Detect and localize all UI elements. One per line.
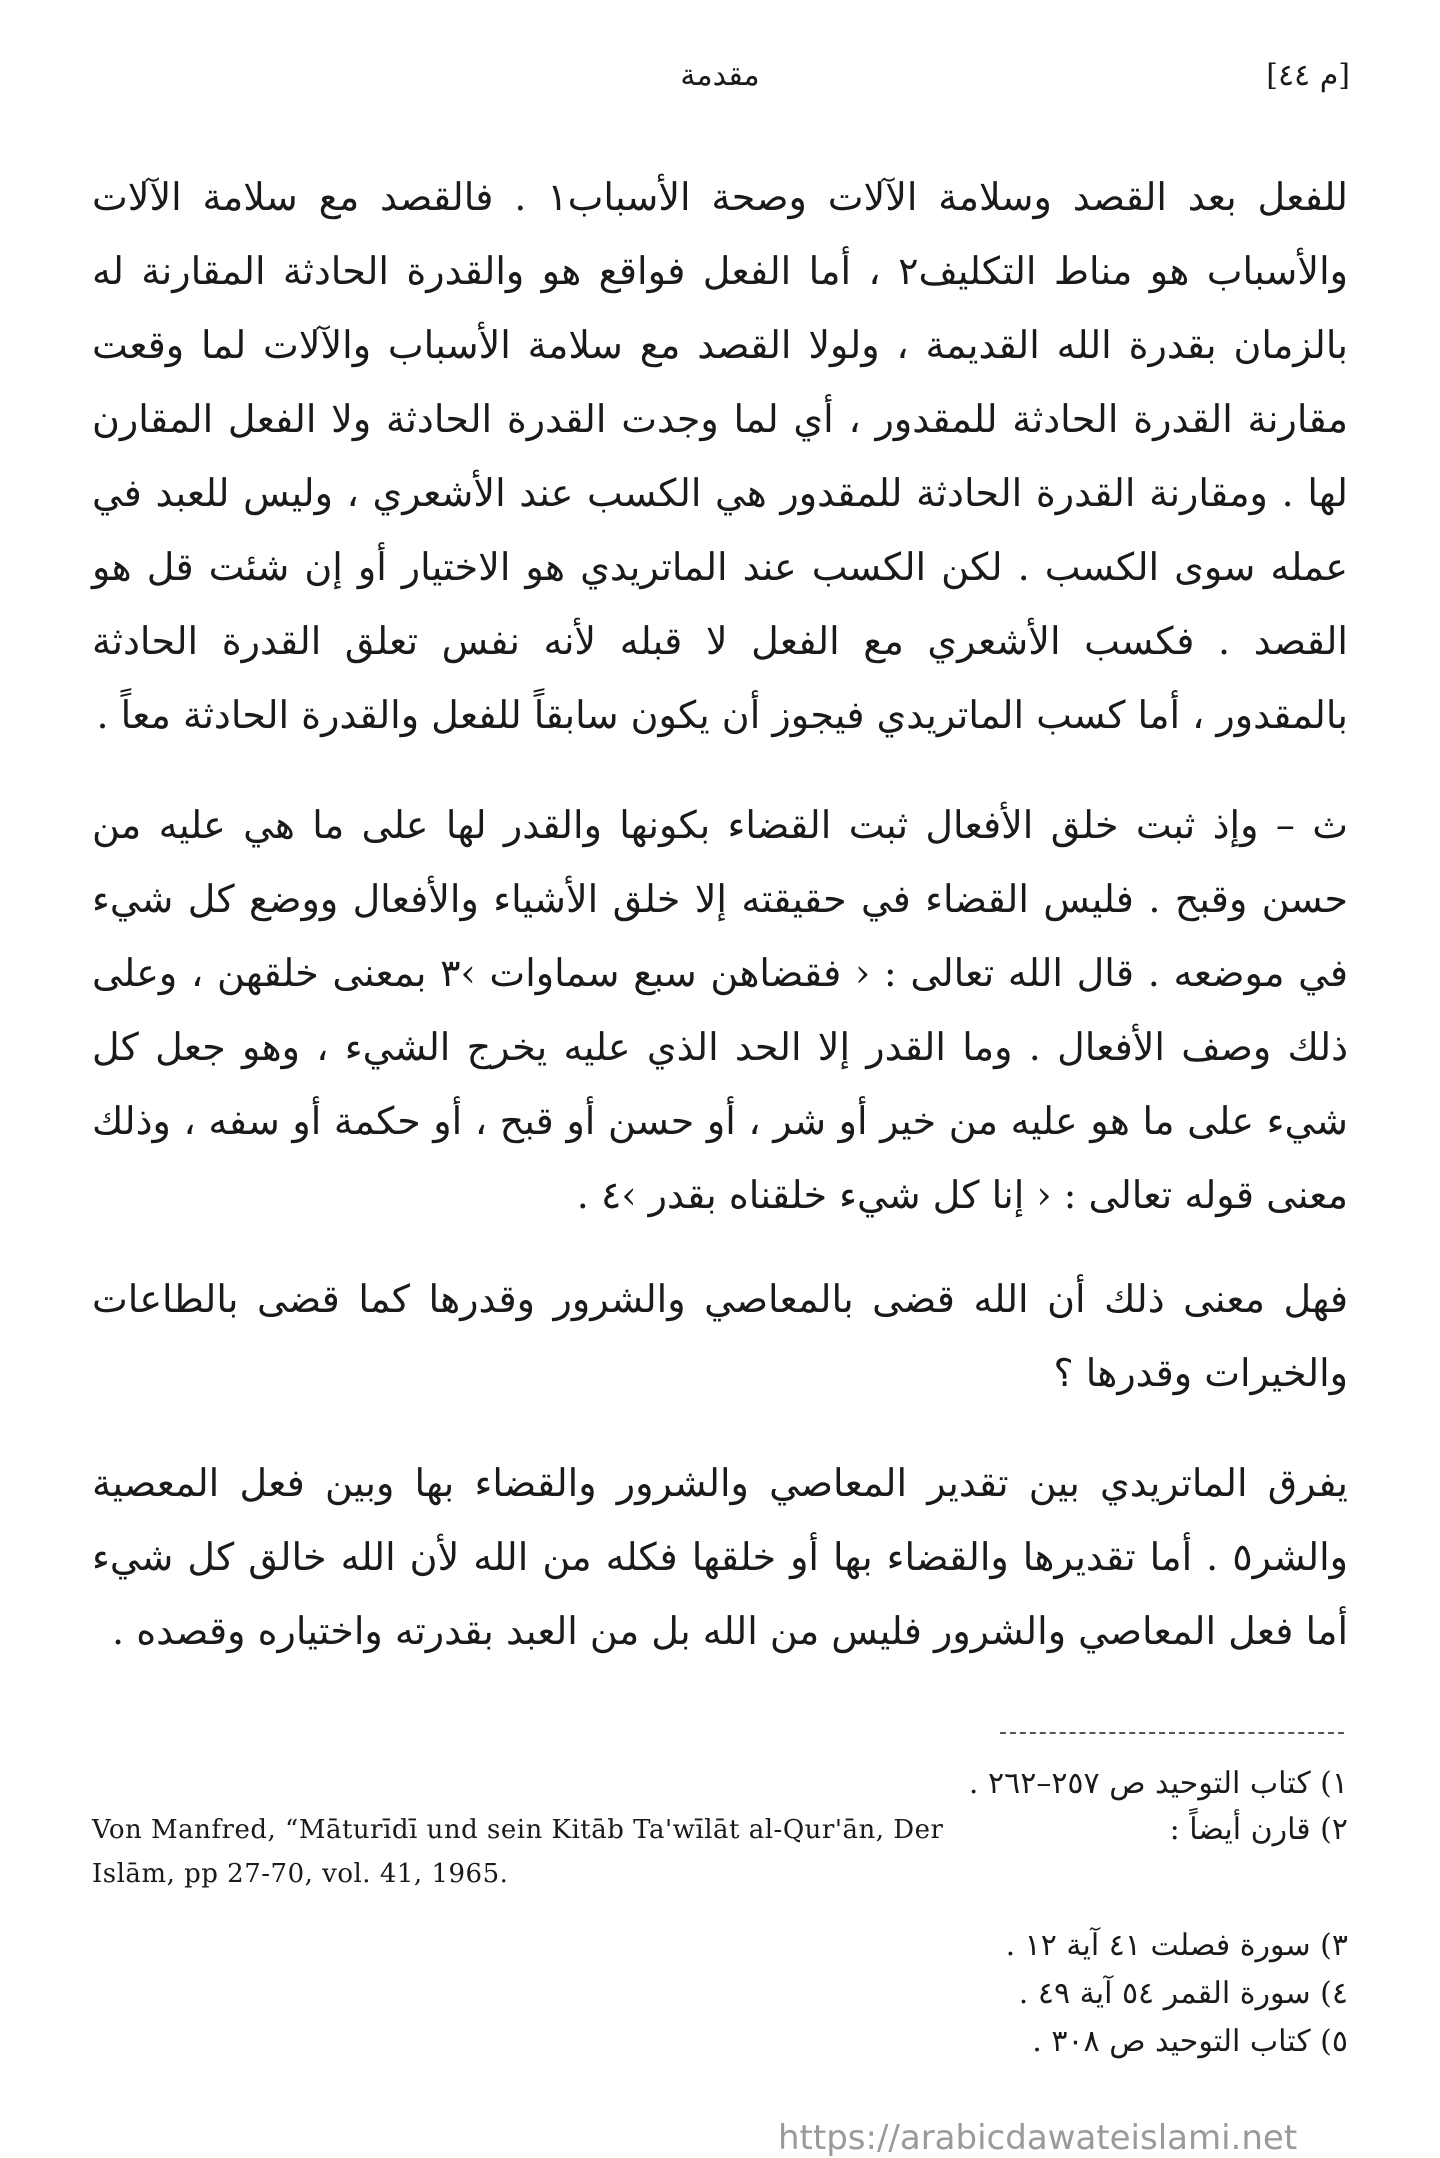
paragraph-2: ث – وإذ ثبت خلق الأفعال ثبت القضاء بكونها والقدر لها على ما هي عليه من حسن وقبح . فليس القضاء في حقيقته إلا خلق الأشياء والأفعال ووضع كل شيء في موضعه . قال الله تعالى : ‹ فقضاهن سبع سماوات ›٣ بمعنى خلقهن ، وعلى ذلك وصف الأفعال . وما القدر إلا الحد الذي عليه يخرج الشيء ، وهو جعل كل شيء على ما هو عليه من خير أو شر ، أو حسن أو قبح ، أو حكمة أو سفه ، وذلك معنى قوله تعالى : ‹ إنا كل شيء خلقناه بقدر ›٤ .	[92, 803, 1348, 1217]
footnotes	[92, 1760, 1348, 2066]
page-reference: [م ٤٤]	[1266, 58, 1350, 93]
page-header	[90, 58, 1350, 108]
paragraph-3: فهل معنى ذلك أن الله قضى بالمعاصي والشرور وقدرها كما قضى بالطاعات والخيرات وقدرها ؟	[92, 1277, 1348, 1395]
footnote-separator	[1000, 1732, 1344, 1734]
watermark-url: https://arabicdawateislami.net	[778, 2118, 1298, 2158]
footnote-4: ٤) سورة القمر ٥٤ آية ٤٩ .	[1018, 1976, 1348, 2011]
paragraph-1: للفعل بعد القصد وسلامة الآلات وصحة الأسباب١ . فالقصد مع سلامة الآلات والأسباب هو مناط التكليف٢ ، أما الفعل فواقع هو والقدرة الحادثة المقارنة له بالزمان بقدرة الله القديمة ، ولولا القصد مع سلامة الأسباب والآلات لما وقعت مقارنة القدرة الحادثة للمقدور ، أي لما وجدت القدرة الحادثة ولا الفعل المقارن لها . ومقارنة القدرة الحادثة للمقدور هي الكسب عند الأشعري ، وليس للعبد في عمله سوى الكسب . لكن الكسب عند الماتريدي هو الاختيار أو إن شئت قل هو القصد . فكسب الأشعري مع الفعل لا قبله لأنه نفس تعلق القدرة الحادثة بالمقدور ، أما كسب الماتريدي فيجوز أن يكون سابقاً للفعل والقدرة الحادثة معاً .	[92, 175, 1348, 737]
footnote-2-arabic: ٢) قارن أيضاً :	[1169, 1812, 1348, 1847]
page-title: مقدمة	[680, 58, 760, 93]
footnote-2	[92, 1808, 1348, 1908]
footnote-2-citation-line-1: Von Manfred, “Māturīdī und sein Kitāb Ta'wīlāt al-Qur'ān, Der	[92, 1815, 944, 1845]
footnote-1: ١) كتاب التوحيد ص ٢٥٧–٢٦٢ .	[968, 1766, 1348, 1801]
body-text	[92, 160, 1348, 1668]
footnote-5: ٥) كتاب التوحيد ص ٣٠٨ .	[1032, 2024, 1348, 2059]
footnote-2-citation-line-2: Islām, pp 27-70, vol. 41, 1965.	[92, 1859, 509, 1889]
paragraph-4: يفرق الماتريدي بين تقدير المعاصي والشرور والقضاء بها وبين فعل المعصية والشر٥ . أما تقديرها والقضاء بها أو خلقها فكله من الله لأن الله خالق كل شيء أما فعل المعاصي والشرور فليس من الله بل من العبد بقدرته واختياره وقصده .	[92, 1461, 1348, 1653]
footnote-3: ٣) سورة فصلت ٤١ آية ١٢ .	[1005, 1928, 1348, 1963]
